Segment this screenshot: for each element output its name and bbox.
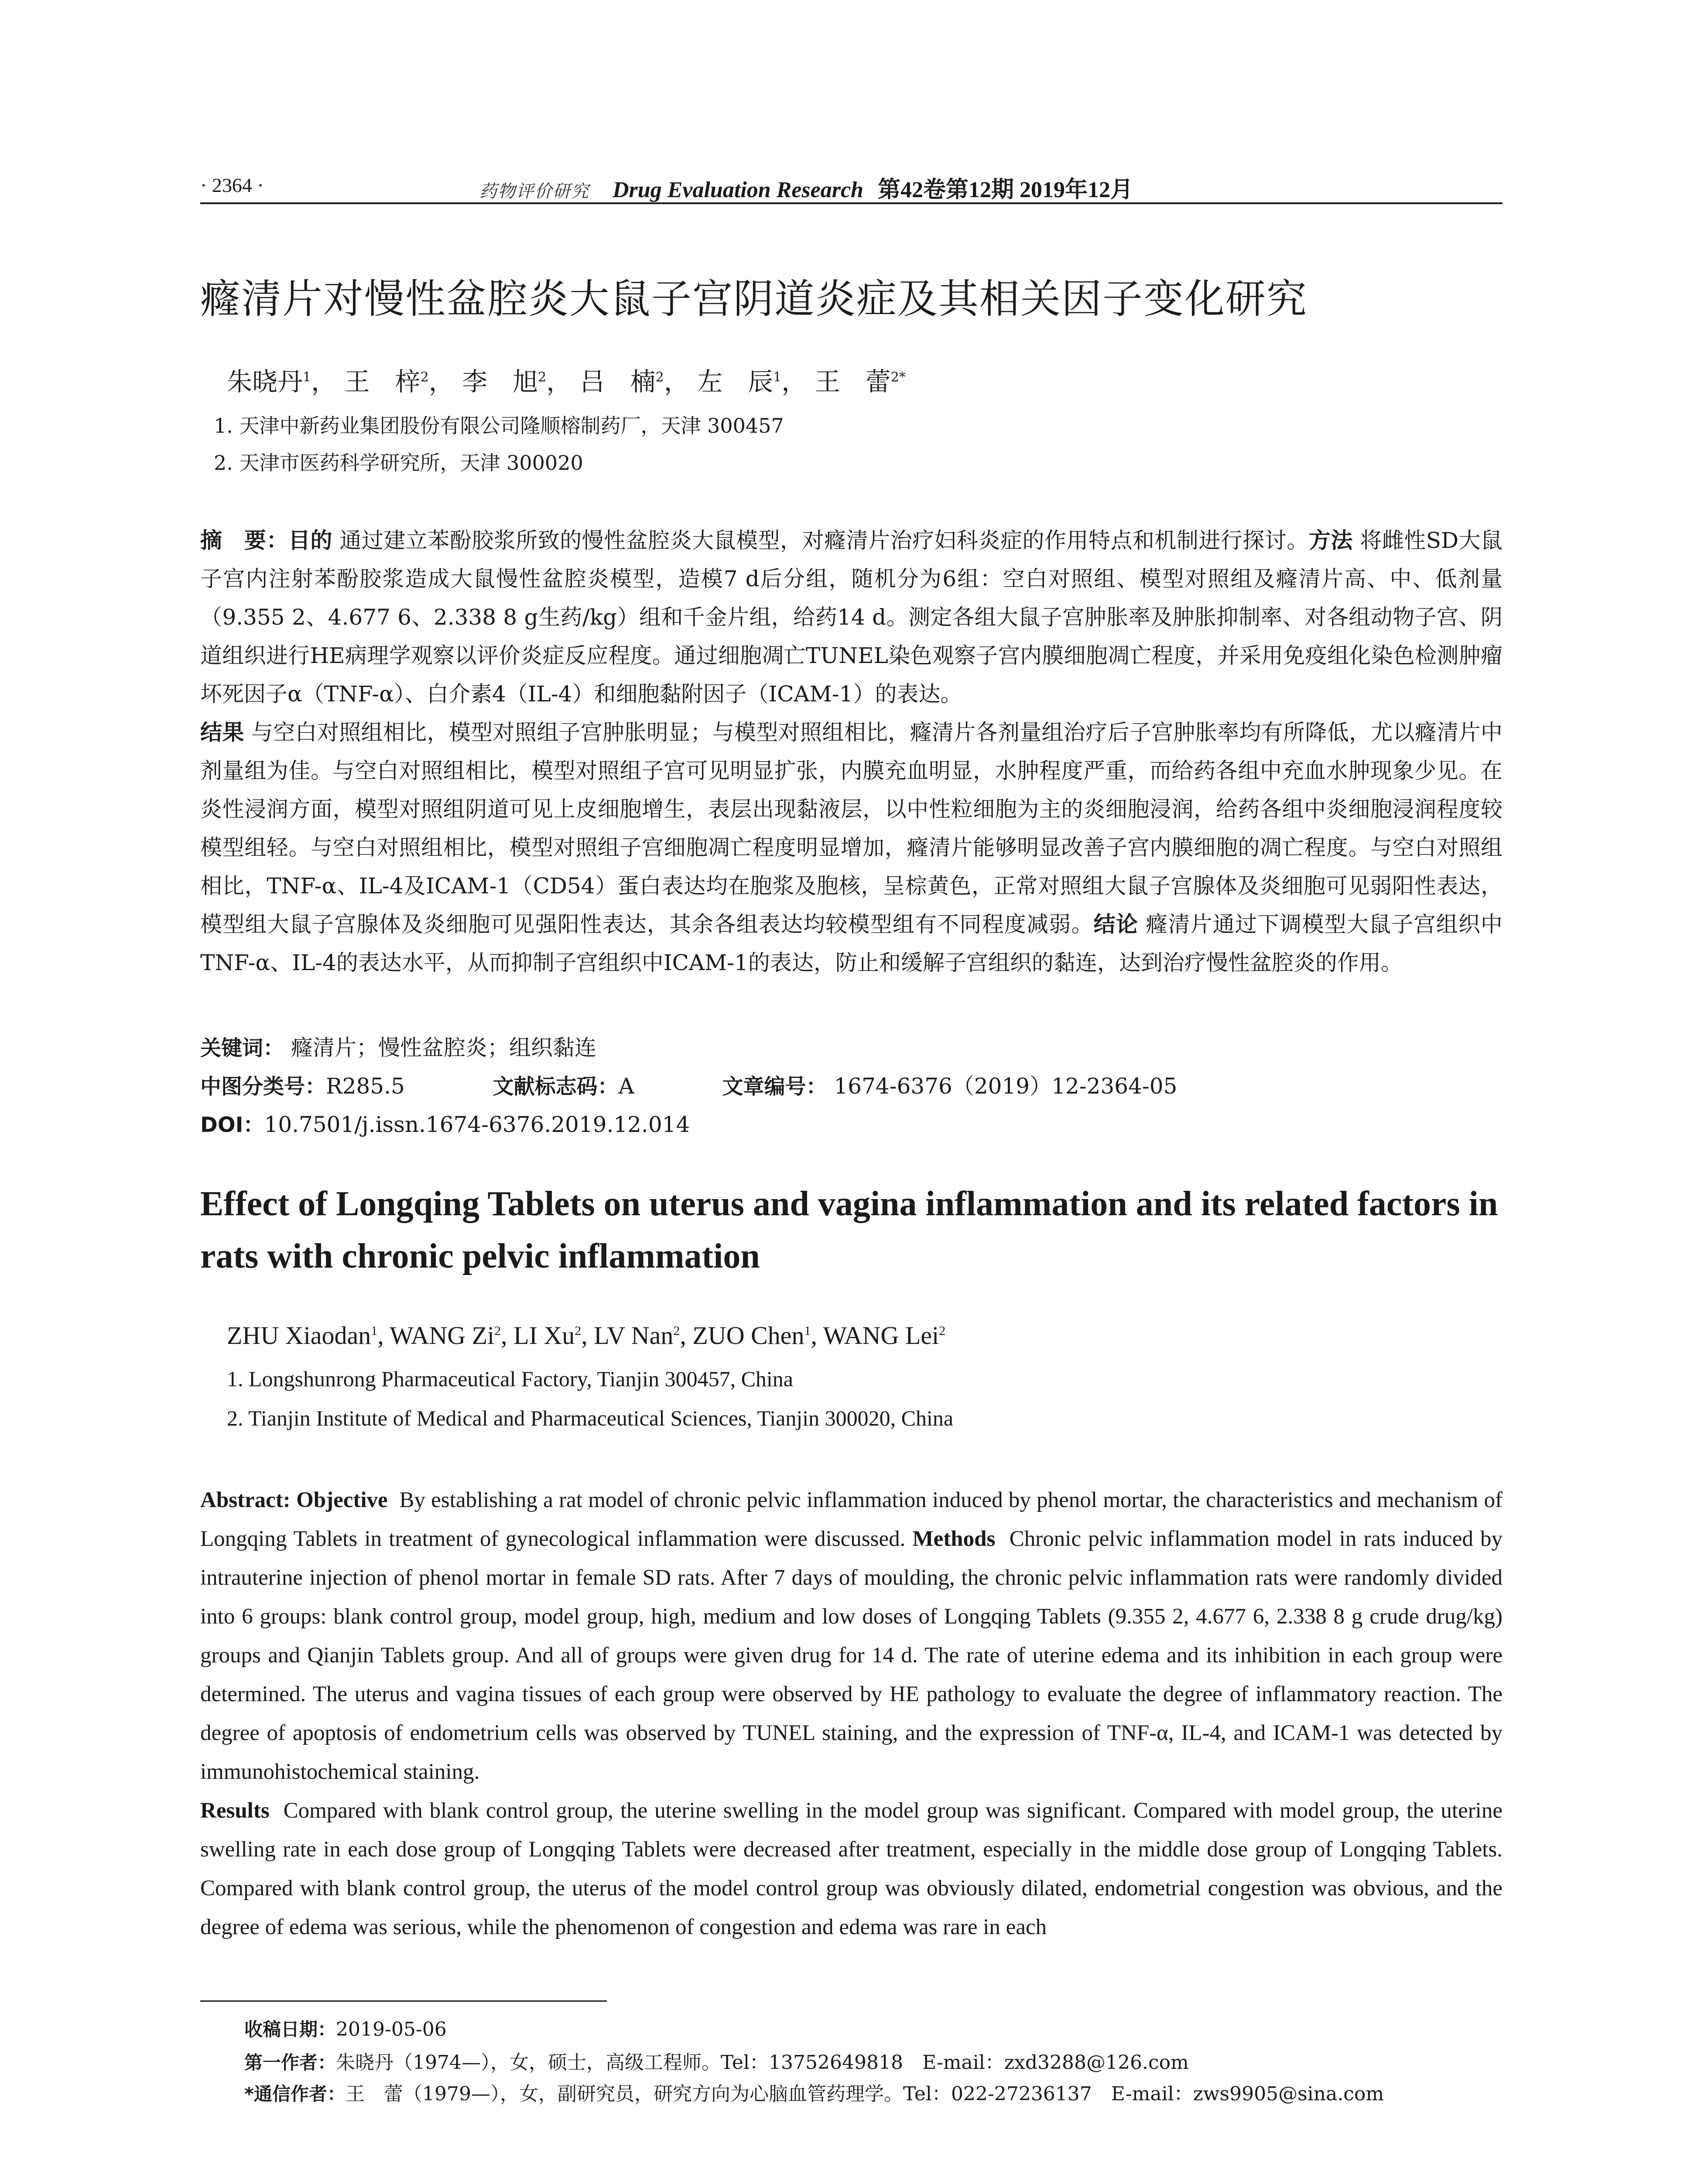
received-value: 2019-05-06 bbox=[336, 2018, 447, 2041]
conclusion-text: 癃清片通过下调模型大鼠子宫组织中TNF-α、IL-4的表达水平，从而抑制子宫组织中ICAM-1的表达，防止和缓解子宫组织的黏连，达到治疗慢性盆腔炎的作用。 bbox=[200, 912, 1503, 975]
results-label: 结果 bbox=[200, 720, 244, 745]
doc-code-label: 文献标志码： bbox=[493, 1074, 619, 1099]
methods-text: 将雌性SD大鼠子宫内注射苯酚胶浆造成大鼠慢性盆腔炎模型，造模7 d后分组，随机分为6组：空白对照组、模型对照组及癃清片高、中、低剂量（9.355 2、4.677 6、2.338 8 g生药/kg）组和千金片组，给药14 d。测定各组大鼠子宫肿胀率及肿胀抑制率、对各组动物子宫、阴道组织进行HE病理学观察以评价炎症反应程度。通过细胞凋亡TUNEL染色观察子宫内膜细胞凋亡程度，并采用免疫组化染色检测肿瘤坏死因子α（TNF-α）、白介素4（IL-4）和细胞黏附因子（ICAM-1）的表达。 bbox=[200, 528, 1503, 707]
keywords-zh bbox=[200, 1030, 596, 1062]
corresponding-value: 王 蕾（1979—），女，副研究员，研究方向为心脑血管药理学。Tel：022-27236137 E-mail：zws9905@sina.com bbox=[345, 2083, 1384, 2105]
journal-info bbox=[479, 171, 1133, 204]
results-en-label: Results bbox=[200, 1798, 270, 1823]
objective-en-label: Objective bbox=[296, 1488, 388, 1512]
abstract-zh-label: 摘 要： bbox=[200, 528, 288, 553]
author-sup: 2 bbox=[494, 1323, 501, 1338]
author-en: ZUO Chen bbox=[692, 1321, 804, 1350]
author-sup: 1 bbox=[773, 369, 782, 385]
author-zh: 王 梓 bbox=[344, 367, 421, 397]
keywords-label: 关键词： bbox=[200, 1036, 284, 1060]
results-en-text: Compared with blank control group, the uterine swelling in the model group was significant. Compared with model group, the uterine swelling rate in each dose group of Longqing Tablets were decreased after treatment, especially in the middle dose group of Longqing Tablets. Compared with blank control group, the uterus of the model control group was obviously dilated, endometrial congestion was obvious, and the degree of edema was serious, while the phenomenon of congestion and edema was rare in each bbox=[200, 1798, 1503, 1939]
author-en: WANG Lei bbox=[823, 1321, 939, 1350]
affiliation-zh-2: 2. 天津市医药科学研究所，天津 300020 bbox=[214, 451, 583, 475]
objective-label: 目的 bbox=[288, 528, 332, 553]
clc-value: R285.5 bbox=[326, 1073, 405, 1099]
abstract-zh bbox=[200, 521, 1503, 982]
author-sup: 2 bbox=[538, 369, 547, 385]
title-zh: 癃清片对慢性盆腔炎大鼠子宫阴道炎症及其相关因子变化研究 bbox=[200, 276, 1308, 322]
journal-name: Drug Evaluation Research bbox=[613, 178, 863, 202]
author-en: LV Nan bbox=[594, 1321, 674, 1350]
doc-code-value: A bbox=[618, 1073, 634, 1099]
author-sup: 1 bbox=[303, 369, 311, 385]
keywords-value: 癃清片；慢性盆腔炎；组织黏连 bbox=[291, 1035, 596, 1060]
page-number: · 2364 · bbox=[200, 174, 264, 196]
received-label: 收稿日期： bbox=[244, 2019, 336, 2040]
corresponding-author-note bbox=[244, 2078, 1384, 2106]
author-sup: 2* bbox=[890, 369, 906, 385]
methods-en-label: Methods bbox=[912, 1527, 996, 1551]
author-en: ZHU Xiaodan bbox=[227, 1321, 371, 1350]
doi-line bbox=[200, 1108, 690, 1138]
conclusion-label: 结论 bbox=[1093, 912, 1139, 937]
author-en: WANG Zi bbox=[390, 1321, 495, 1350]
author-sup: 1 bbox=[804, 1323, 811, 1338]
received-date bbox=[244, 2015, 447, 2041]
journal-logo: 药物评价研究 bbox=[479, 181, 589, 202]
corresponding-label: *通信作者： bbox=[244, 2083, 346, 2105]
authors-en: ZHU Xiaodan$^1$, WANG Zi$^2$, LI Xu$^2$, LV Nan$^2$, ZUO Chen$^1$, WANG Lei$^2$ bbox=[227, 1321, 946, 1350]
author-sup: 2 bbox=[420, 369, 429, 385]
footnote-rule bbox=[200, 2000, 607, 2002]
article-no-value: 1674-6376（2019）12-2364-05 bbox=[834, 1073, 1177, 1099]
authors-zh: 朱晓丹$^1$， 王 梓$^2$， 李 旭$^2$， 吕 楠$^2$， 左 辰$^1$， 王 蕾$^{2*}$ bbox=[227, 367, 906, 397]
journal-issue: 第42卷第12期 2019年12月 bbox=[877, 178, 1133, 202]
author-sup: 1 bbox=[371, 1323, 378, 1338]
author-zh: 王 蕾 bbox=[815, 367, 891, 397]
classification-line bbox=[200, 1069, 1177, 1100]
affiliation-en-1: 1. Longshunrong Pharmaceutical Factory, Tianjin 300457, China bbox=[227, 1367, 793, 1391]
title-en: Effect of Longqing Tablets on uterus and vagina inflammation and its related factors in rats with chronic pelvic inflammation bbox=[200, 1185, 1498, 1275]
author-zh: 朱晓丹 bbox=[227, 367, 303, 397]
objective-text: 通过建立苯酚胶浆所致的慢性盆腔炎大鼠模型，对癃清片治疗妇科炎症的作用特点和机制进行探讨。 bbox=[339, 528, 1309, 553]
author-sup: 2 bbox=[655, 369, 664, 385]
first-author-label: 第一作者： bbox=[244, 2052, 336, 2073]
methods-en-text: Chronic pelvic inflammation model in rats induced by intrauterine injection of phenol mortar in female SD rats. After 7 days of moulding, the chronic pelvic inflammation rats were randomly divided into 6 groups: blank control group, model group, high, medium and low doses of Longqing Tablets (9.355 2, 4.677 6, 2.338 8 g crude drug/kg) groups and Qianjin Tablets group. And all of groups were given drug for 14 d. The rate of uterine edema and its inhibition in each group were determined. The uterus and vagina tissues of each group were observed by HE pathology to evaluate the degree of inflammatory reaction. The degree of apoptosis of endometrium cells was observed by TUNEL staining, and the expression of TNF-α, IL-4, and ICAM-1 was detected by immunohistochemical staining. bbox=[200, 1527, 1503, 1784]
header-rule bbox=[200, 202, 1503, 204]
abstract-en-label: Abstract: bbox=[200, 1488, 291, 1512]
author-sup: 2 bbox=[939, 1323, 946, 1338]
author-zh: 吕 楠 bbox=[579, 367, 656, 397]
author-sup: 2 bbox=[575, 1323, 582, 1338]
author-sup: 2 bbox=[673, 1323, 680, 1338]
doi-value[interactable]: 10.7501/j.issn.1674-6376.2019.12.014 bbox=[264, 1112, 690, 1137]
article-no-label: 文章编号： bbox=[722, 1074, 827, 1099]
clc-label: 中图分类号： bbox=[200, 1074, 326, 1099]
objective-en-text: By establishing a rat model of chronic pelvic inflammation induced by phenol mortar, the characteristics and mechanism of Longqing Tablets in treatment of gynecological inflammation were discussed. bbox=[200, 1488, 1503, 1551]
affiliation-en-2: 2. Tianjin Institute of Medical and Pharmaceutical Sciences, Tianjin 300020, China bbox=[227, 1406, 954, 1430]
methods-label: 方法 bbox=[1308, 528, 1353, 553]
author-zh: 左 辰 bbox=[697, 367, 774, 397]
doi-label: DOI： bbox=[200, 1113, 264, 1137]
abstract-en bbox=[200, 1481, 1503, 1947]
affiliation-zh-1: 1. 天津中新药业集团股份有限公司隆顺榕制药厂，天津 300457 bbox=[214, 414, 784, 438]
author-zh: 李 旭 bbox=[462, 367, 538, 397]
first-author-note bbox=[244, 2047, 1189, 2075]
author-en: LI Xu bbox=[513, 1321, 575, 1350]
results-text: 与空白对照组相比，模型对照组子宫肿胀明显；与模型对照组相比，癃清片各剂量组治疗后子宫肿胀率均有所降低，尤以癃清片中剂量组为佳。与空白对照组相比，模型对照组子宫可见明显扩张，内膜充血明显，水肿程度严重，而给药各组中充血水肿现象少见。在炎性浸润方面，模型对照组阴道可见上皮细胞增生，表层出现黏液层，以中性粒细胞为主的炎细胞浸润，给药各组中炎细胞浸润程度较模型组轻。与空白对照组相比，模型对照组子宫细胞凋亡程度明显增加，癃清片能够明显改善子宫内膜细胞的凋亡程度。与空白对照组相比，TNF-α、IL-4及ICAM-1（CD54）蛋白表达均在胞浆及胞核，呈棕黄色，正常对照组大鼠子宫腺体及炎细胞可见弱阳性表达，模型组大鼠子宫腺体及炎细胞可见强阳性表达，其余各组表达均较模型组有不同程度减弱。 bbox=[200, 720, 1503, 937]
running-header bbox=[200, 171, 1503, 206]
first-author-value: 朱晓丹（1974—），女，硕士，高级工程师。Tel：13752649818 E-mail：zxd3288@126.com bbox=[336, 2051, 1189, 2074]
